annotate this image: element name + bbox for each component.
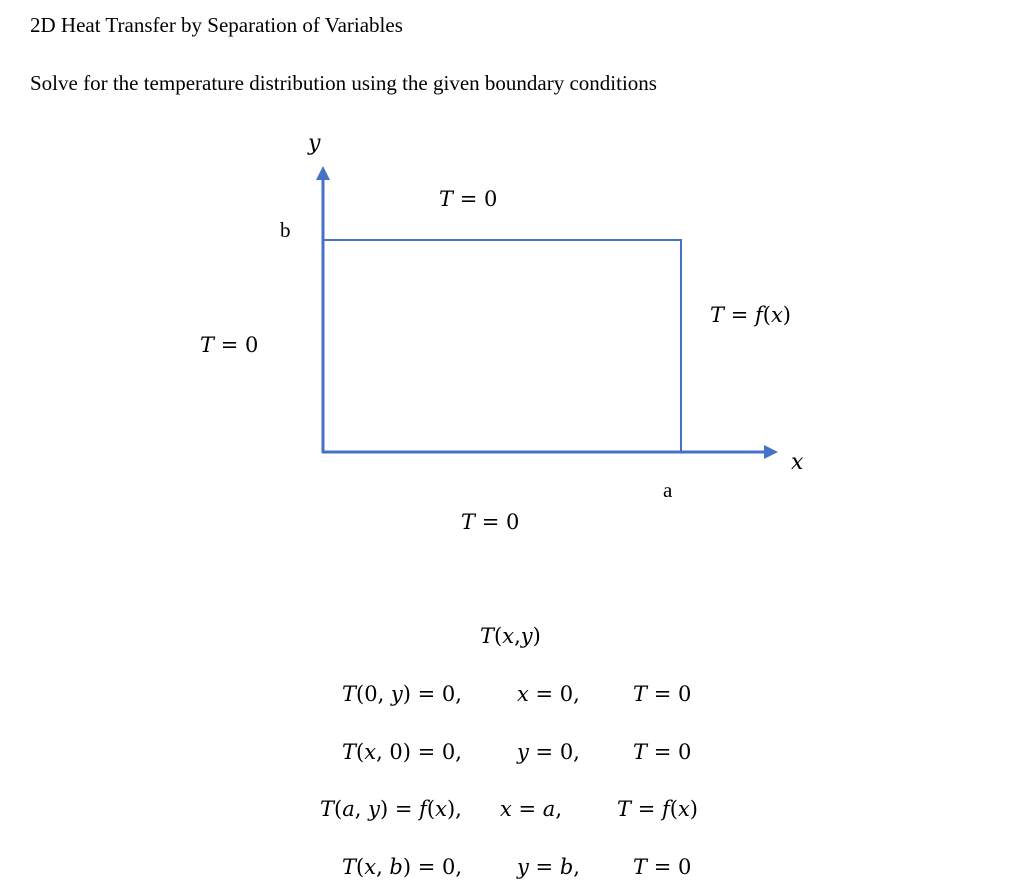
left-boundary-condition: T = 0 [200, 333, 259, 357]
x-axis-arrowhead [764, 445, 778, 459]
x-axis-label: x [791, 450, 804, 475]
condition-2-value: T = 0 [633, 740, 692, 764]
bottom-boundary-condition: T = 0 [461, 510, 520, 534]
condition-1-value: T = 0 [633, 682, 692, 706]
y-axis-label: y [308, 131, 321, 156]
condition-3-expression: T(a, y) = f(x), [320, 797, 462, 821]
condition-3-value: T = f(x) [617, 797, 698, 821]
height-label: b [280, 218, 291, 242]
condition-2-expression: T(x, 0) = 0, [342, 740, 462, 764]
condition-2-location: y = 0, [517, 740, 580, 764]
temperature-function-label: T(x,y) [480, 624, 541, 648]
condition-4-location: y = b, [517, 855, 580, 879]
condition-4-value: T = 0 [633, 855, 692, 879]
condition-4-expression: T(x, b) = 0, [342, 855, 463, 879]
condition-1-expression: T(0, y) = 0, [342, 682, 462, 706]
condition-3-location: x = a, [500, 797, 563, 821]
width-label: a [663, 478, 673, 502]
condition-1-location: x = 0, [517, 682, 580, 706]
y-axis-arrowhead [316, 166, 330, 180]
page-title: 2D Heat Transfer by Separation of Variables [30, 13, 403, 37]
right-boundary-condition: T = f(x) [710, 303, 791, 327]
top-boundary-condition: T = 0 [439, 187, 498, 211]
page-subtitle: Solve for the temperature distribution using the given boundary conditions [30, 71, 657, 95]
